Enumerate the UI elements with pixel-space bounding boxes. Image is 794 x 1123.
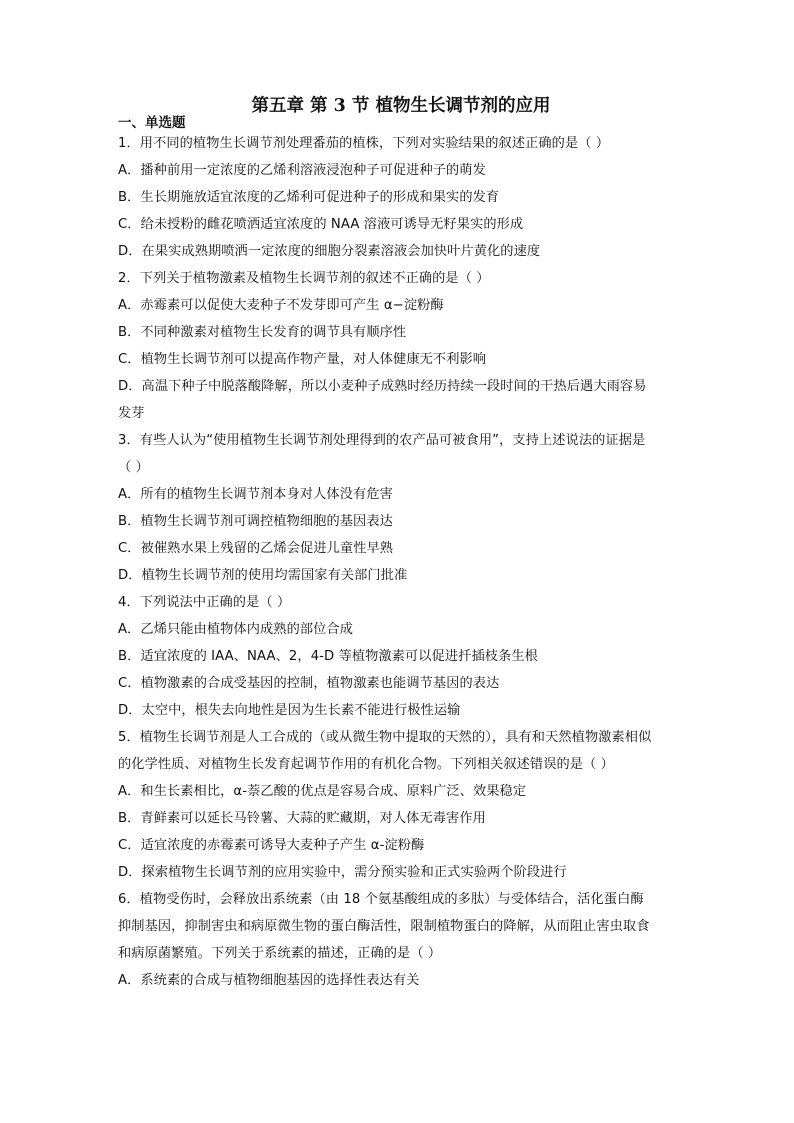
text-line: 发芽 <box>118 406 145 421</box>
text-line: B．不同种激素对植物生长发育的调节具有顺序性 <box>118 325 407 340</box>
text-line: B．青鲜素可以延长马铃薯、大蒜的贮藏期，对人体无毒害作用 <box>118 811 486 826</box>
text-line: C．被催熟水果上残留的乙烯会促进儿童性早熟 <box>118 541 394 556</box>
text-line: 6．植物受伤时，会释放出系统素（由 18 个氨基酸组成的多肽）与受体结合，活化蛋白酶 <box>118 892 644 907</box>
text-line: A．乙烯只能由植物体内成熟的部位合成 <box>118 622 354 637</box>
text-line: 2．下列关于植物激素及植物生长调节剂的叙述不正确的是（ ） <box>118 271 490 286</box>
text-line: 和病原菌繁殖。下列关于系统素的描述，正确的是（ ） <box>118 946 442 961</box>
text-line: D．太空中，根失去向地性是因为生长素不能进行极性运输 <box>118 703 461 718</box>
text-line: D．植物生长调节剂的使用均需国家有关部门批准 <box>118 568 408 583</box>
page-title: 第五章 第 3 节 植物生长调节剂的应用 <box>251 96 551 116</box>
text-line: A．赤霉素可以促使大麦种子不发芽即可产生 α−淀粉酶 <box>118 298 444 313</box>
text-line: 5．植物生长调节剂是人工合成的（或从微生物中提取的天然的），具有和天然植物激素相似 <box>118 730 652 745</box>
text-line: A．所有的植物生长调节剂本身对人体没有危害 <box>118 487 393 502</box>
text-line: A．和生长素相比，α-萘乙酸的优点是容易合成、原料广泛、效果稳定 <box>118 784 527 799</box>
text-line: C．适宜浓度的赤霉素可诱导大麦种子产生 α-淀粉酶 <box>118 838 425 853</box>
text-line: B．适宜浓度的 IAA、NAA、2，4-D 等植物激素可以促进扦插枝条生根 <box>118 649 538 664</box>
text-line: 的化学性质、对植物生长发育起调节作用的有机化合物。下列相关叙述错误的是（ ） <box>118 757 614 772</box>
text-line: A．播种前用一定浓度的乙烯利溶液浸泡种子可促进种子的萌发 <box>118 163 486 178</box>
text-line: （ ） <box>118 460 149 475</box>
text-line: 4．下列说法中正确的是（ ） <box>118 595 291 610</box>
section-heading: 一、单选题 <box>118 115 186 131</box>
text-line: D．高温下种子中脱落酸降解，所以小麦种子成熟时经历持续一段时间的干热后遇大雨容易 <box>118 379 647 394</box>
text-line: D．探索植物生长调节剂的应用实验中，需分预实验和正式实验两个阶段进行 <box>118 865 567 880</box>
text-line: 抑制基因，抑制害虫和病原微生物的蛋白酶活性，限制植物蛋白的降解，从而阻止害虫取食 <box>118 919 650 934</box>
text-line: 3．有些人认为“使用植物生长调节剂处理得到的农产品可被食用”，支持上述说法的证据是 <box>118 433 646 448</box>
text-line: A．系统素的合成与植物细胞基因的选择性表达有关 <box>118 973 420 988</box>
text-line: D．在果实成熟期喷洒一定浓度的细胞分裂素溶液会加快叶片黄化的速度 <box>118 244 541 259</box>
text-line: B．生长期施放适宜浓度的乙烯利可促进种子的形成和果实的发育 <box>118 190 500 205</box>
text-line: C．植物生长调节剂可以提高作物产量，对人体健康无不利影响 <box>118 352 487 367</box>
text-line: C．植物激素的合成受基因的控制，植物激素也能调节基因的表达 <box>118 676 500 691</box>
text-line: C．给未授粉的雌花喷洒适宜浓度的 NAA 溶液可诱导无籽果实的形成 <box>118 217 524 232</box>
text-line: B．植物生长调节剂可调控植物细胞的基因表达 <box>118 514 393 529</box>
text-line: 1．用不同的植物生长调节剂处理番茄的植株，下列对实验结果的叙述正确的是（ ） <box>118 136 610 151</box>
question-list <box>118 130 684 994</box>
